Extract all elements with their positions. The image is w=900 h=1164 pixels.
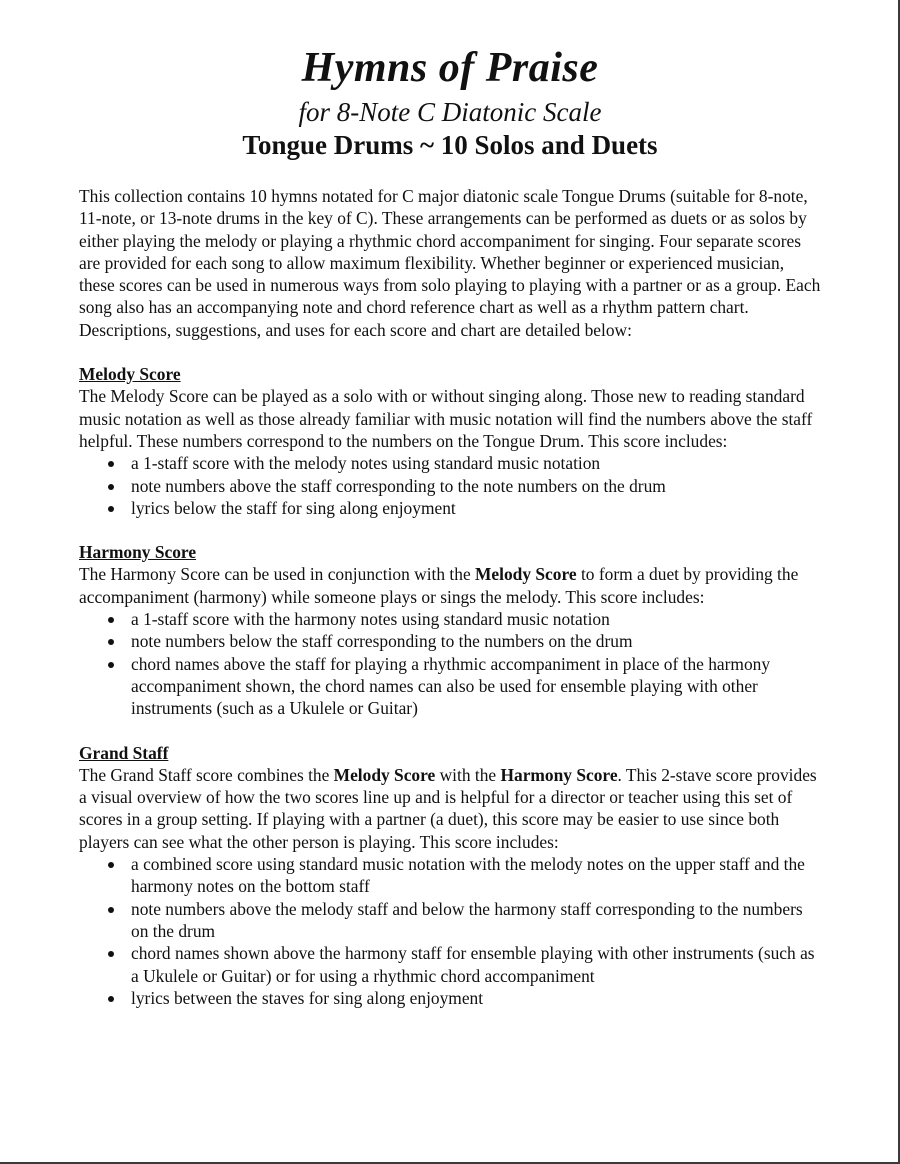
text-run: to form a duet by providing the accompaniment (harmony) while someone plays or sings the melody. This score includes: [79, 564, 799, 607]
list-item: chord names shown above the harmony staff for ensemble playing with other instruments (such as a Ukulele or Guitar) or for using a rhythmic chord accompaniment [131, 942, 824, 987]
intro-paragraph: This collection contains 10 hymns notated for C major diatonic scale Tongue Drums (suitable for 8-note, 11-note, or 13-note drums in the key of C). These arrangements can be performed as duets or as solos by either playing the melody or playing a rhythmic chord accompaniment for singing. Four separate scores are provided for each song to allow maximum flexibility. Whether beginner or experienced musician, these scores can be used in numerous ways from solo playing to playing with a partner or as a group. Each song also has an accompanying note and chord reference chart as well as a rhythm pattern chart. Descriptions, suggestions, and uses for each score and chart are detailed below: [79, 186, 821, 340]
list-item: chord names above the staff for playing a rhythmic accompaniment in place of the harmony accompaniment shown, the chord names can also be used for ensemble playing with other instruments (such as a Ukulele or Guitar) [131, 653, 824, 720]
bold-term: Melody Score [475, 564, 577, 585]
bold-term: Harmony Score [500, 764, 618, 785]
list-item: a 1-staff score with the melody notes using standard music notation [131, 452, 824, 474]
list-item: lyrics between the staves for sing along enjoyment [131, 987, 824, 1009]
bullet-list [79, 853, 824, 1009]
section-paragraph [79, 764, 824, 853]
list-item: a 1-staff score with the harmony notes using standard music notation [131, 608, 824, 630]
section-heading: Melody Score [79, 364, 181, 385]
text-run: The Grand Staff score combines the [79, 764, 334, 785]
list-item: note numbers above the staff corresponding to the note numbers on the drum [131, 475, 824, 497]
section-heading: Harmony Score [79, 542, 197, 563]
page-title: Hymns of Praise [301, 45, 599, 91]
page-subtitle: for 8-Note C Diatonic Scale [298, 97, 602, 127]
harmony-score-section [79, 541, 824, 719]
text-run: . This 2-stave score provides a visual overview of how the two scores line up and is helpful for a director or teacher using this set of scores in a group setting. If playing with a partner (a duet), this score may be easier to use since both players can see what the other person is playing. This score includes: [79, 764, 817, 852]
text-run: with the [435, 764, 501, 785]
bold-term: Melody Score [333, 764, 436, 785]
list-item: lyrics below the staff for sing along enjoyment [131, 497, 824, 519]
text-run: The Harmony Score can be used in conjunction with the [79, 564, 476, 585]
list-item: note numbers below the staff corresponding to the numbers on the drum [131, 630, 824, 652]
section-paragraph [79, 563, 824, 608]
list-item: note numbers above the melody staff and below the harmony staff corresponding to the numbers on the drum [131, 898, 824, 943]
grand-staff-section [79, 742, 824, 1010]
page-subtitle-secondary: Tongue Drums ~ 10 Solos and Duets [242, 130, 658, 160]
melody-score-section [79, 363, 824, 519]
section-paragraph: The Melody Score can be played as a solo with or without singing along. Those new to reading standard music notation as well as those already familiar with music notation will find the numbers above the staff helpful. These numbers correspond to the numbers on the Tongue Drum. This score includes: [79, 386, 813, 451]
bullet-list [79, 608, 824, 719]
document-body [79, 185, 824, 1009]
section-heading: Grand Staff [79, 742, 169, 763]
list-item: a combined score using standard music notation with the melody notes on the upper staff and the harmony notes on the bottom staff [131, 853, 824, 898]
bullet-list [79, 452, 824, 519]
